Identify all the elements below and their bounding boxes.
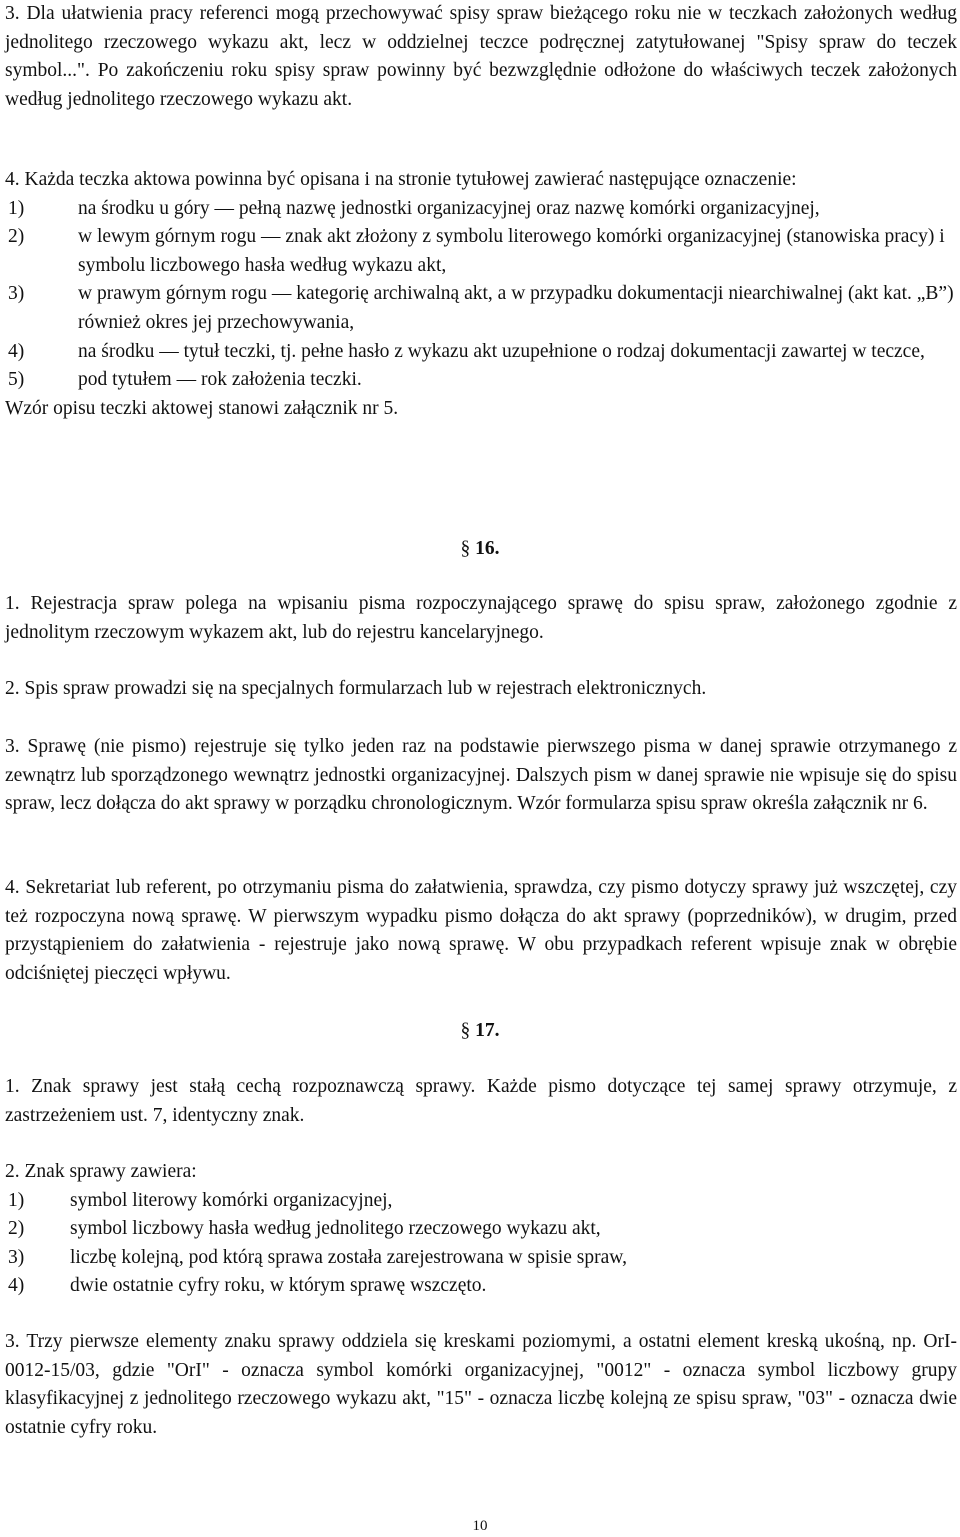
list-item-text: na środku u góry — pełną nazwę jednostki organizacyjnej oraz nazwę komórki organizacyjnej, [78,197,820,219]
list-item-text: dwie ostatnie cyfry roku, w którym sprawę wszczęto. [70,1275,487,1297]
s16-paragraph-3 [5,733,957,819]
section-heading-16 [0,534,960,564]
list-item [5,1187,957,1216]
s17-paragraph-3 [5,1328,957,1442]
list-item [5,1272,957,1301]
page-number: 10 [472,1518,488,1534]
paragraph-3 [5,0,957,114]
list-item-number: 2) [8,1218,25,1240]
list-item-number: 1) [8,1189,25,1211]
list-item [5,223,957,280]
list-item-text: symbol liczbowy hasła według jednolitego rzeczowego wykazu akt, [70,1218,601,1240]
s17-paragraph-1 [5,1073,957,1130]
section-heading-17 [0,1016,960,1046]
list-item-number: 1) [8,197,25,219]
list-item [5,1215,957,1244]
paragraph-text: 4. Sekretariat lub referent, po otrzymaniu pisma do załatwienia, sprawdza, czy pismo dotyczy sprawy już wszczętej, czy też rozpoczyna nową sprawę. W pierwszym wypadku pismo dołącza do akt sprawy (poprzedników), w drugim, przed przystąpieniem do załatwienia - rejestruje jako nową sprawę. W obu przypadkach referent wpisuje znak w obrębie odciśniętej pieczęci wpływu. [5,877,957,984]
paragraph-text: 1. Znak sprawy jest stałą cechą rozpoznawczą sprawy. Każde pismo dotyczące tej samej sprawy otrzymuje, z zastrzeżeniem ust. 7, identyczny znak. [5,1076,957,1126]
list-item-number: 3) [8,283,25,305]
list-item-text: w prawym górnym rogu — kategorię archiwalną akt, a w przypadku dokumentacji niearchiwalnej (akt kat. „B”) również okres jej przechowywania, [78,283,954,333]
list-item-number: 2) [8,226,25,248]
section-number: 17. [475,1020,500,1041]
s17-paragraph-2 [5,1158,957,1301]
list-item-text: na środku — tytuł teczki, tj. pełne hasło z wykazu akt uzupełnione o rodzaj dokumentacji zawartej w teczce, [78,340,925,362]
list-item-text: pod tytułem — rok założenia teczki. [78,369,362,391]
section-number: 16. [475,538,500,559]
list-item-text: liczbę kolejną, pod którą sprawa została zarejestrowana w spisie spraw, [70,1246,627,1268]
list-item-text: w lewym górnym rogu — znak akt złożony z symbolu literowego komórki organizacyjnej (stanowiska pracy) i symbolu liczbowego hasła według wykazu akt, [78,226,945,276]
list-item-number: 5) [8,369,25,391]
paragraph-text: 2. Spis spraw prowadzi się na specjalnych formularzach lub w rejestrach elektronicznych. [5,678,707,699]
list-item-number: 4) [8,1275,25,1297]
list-item [5,280,957,337]
paragraph-text: 2. Znak sprawy zawiera: [5,1161,197,1182]
list-item [5,195,957,224]
paragraph-text: 4. Każda teczka aktowa powinna być opisana i na stronie tytułowej zawierać następujące oznaczenie: [5,169,797,190]
list-item-number: 3) [8,1246,25,1268]
s16-paragraph-2 [5,675,957,704]
paragraph-text: 3. Dla ułatwienia pracy referenci mogą przechowywać spisy spraw bieżącego roku nie w teczkach założonych według jednolitego rzeczowego wykazu akt, lecz w oddzielnej teczce podręcznej zatytułowanej "Spisy spraw do teczek symbol...". Po zakończeniu roku spisy spraw powinny być bezwzględnie odłożone do właściwych teczek założonych według jednolitego rzeczowego wykazu akt. [5,3,957,110]
paragraph-4 [5,166,957,423]
paragraph-text: 3. Trzy pierwsze elementy znaku sprawy oddziela się kreskami poziomymi, a ostatni element kreską ukośną, np. OrI-0012-15/03, gdzie "OrI" - oznacza symbol komórki organizacyjnej, "0012" - oznacza symbol liczbowy grupy klasyfikacyjnej z jednolitego rzeczowego wykazu akt, "15" - oznacza liczbę kolejną ze spisu spraw, "03" - oznacza dwie ostatnie cyfry roku. [5,1331,957,1438]
list-item [5,338,957,367]
paragraph-text: 1. Rejestracja spraw polega na wpisaniu pisma rozpoczynającego sprawę do spisu spraw, założonego zgodnie z jednolitym rzeczowym wykazem akt, lub do rejestru kancelaryjnego. [5,593,957,643]
list-item-text: symbol literowy komórki organizacyjnej, [70,1189,393,1211]
list-item [5,1244,957,1273]
list-item-number: 4) [8,340,25,362]
s16-paragraph-1 [5,590,957,647]
paragraph-text: 3. Sprawę (nie pismo) rejestruje się tylko jeden raz na podstawie pierwszego pisma w danej sprawie otrzymanego z zewnątrz lub sporządzonego wewnątrz jednostki organizacyjnej. Dalszych pism w danej sprawie nie wpisuje się do spisu spraw, lecz dołącza do akt sprawy w porządku chronologicznym. Wzór formularza spisu spraw określa załącznik nr 6. [5,736,957,815]
list-item [5,366,957,395]
section-sign: § [460,1020,471,1041]
section-sign: § [460,538,471,559]
paragraph-text: Wzór opisu teczki aktowej stanowi załącznik nr 5. [5,397,399,419]
s16-paragraph-4 [5,874,957,988]
